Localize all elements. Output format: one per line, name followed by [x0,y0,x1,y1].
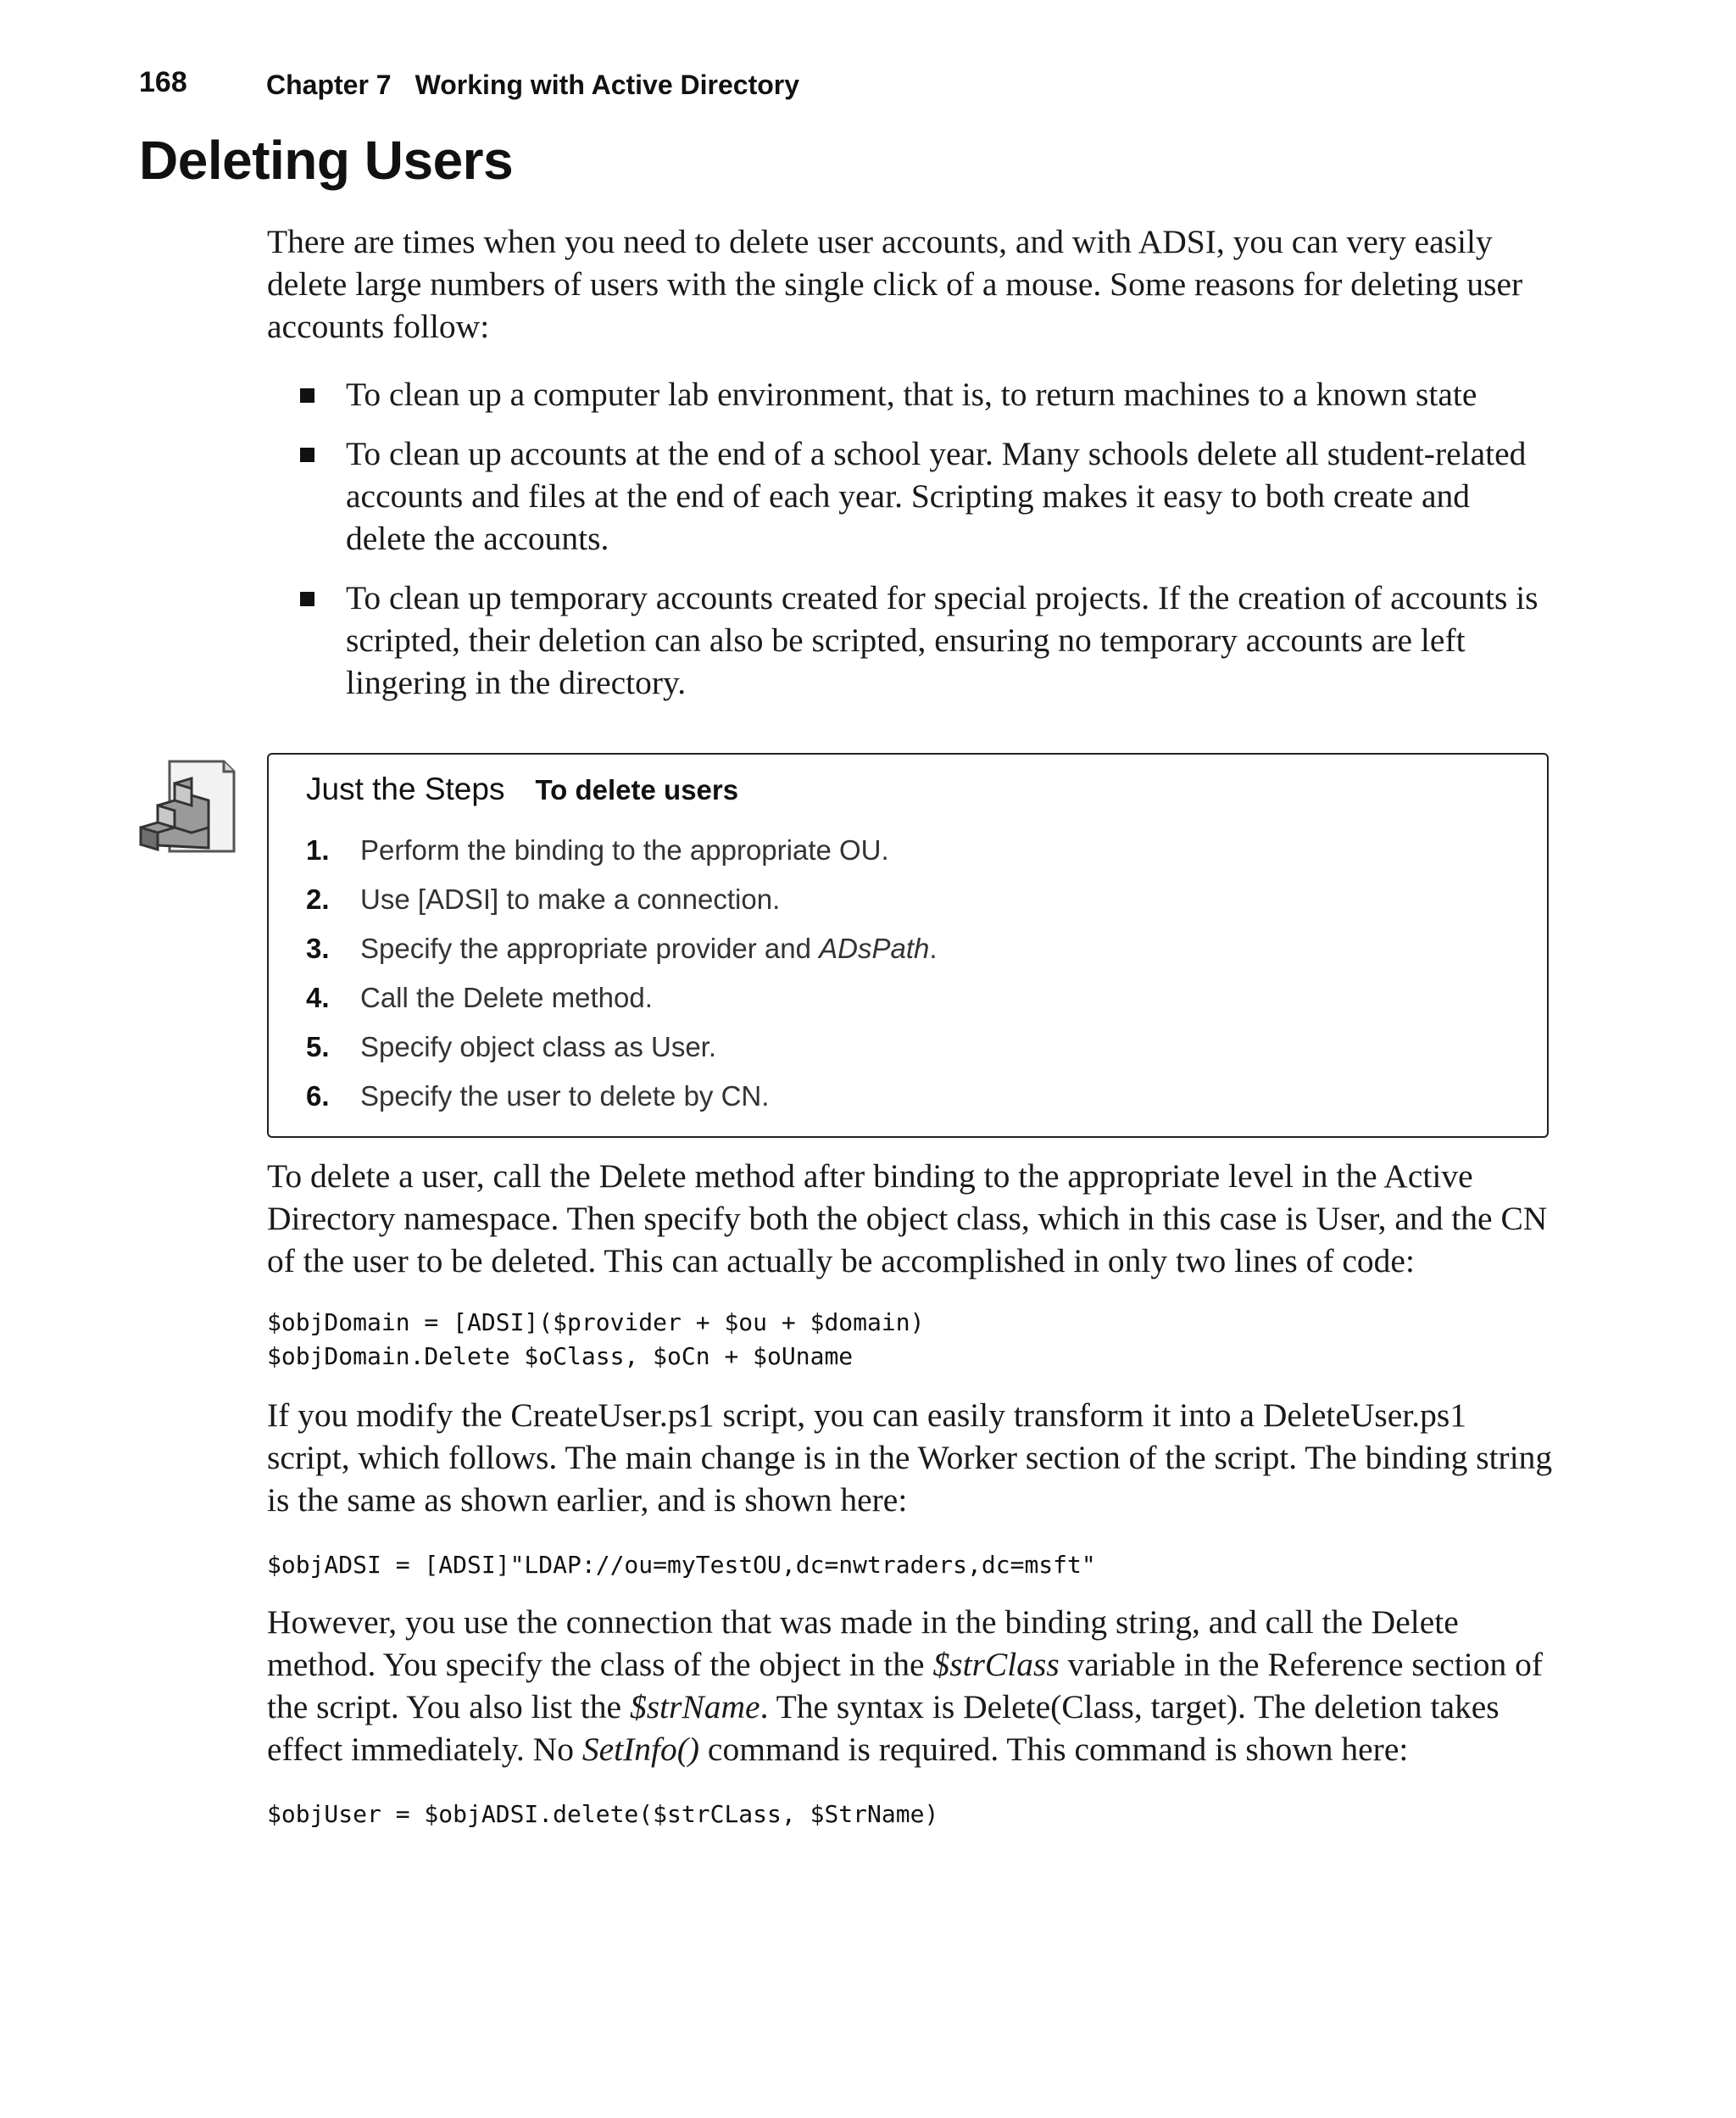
step-text: Call the Delete method. [360,982,653,1013]
steps-label: Just the Steps [306,772,505,806]
setinfo-method: SetInfo() [581,1731,700,1768]
reasons-list [297,373,1555,721]
code-block-binding: $objADSI = [ADSI]"LDAP://ou=myTestOU,dc=nwtraders,dc=msft" [267,1551,1096,1579]
text-run: . The syntax is Delete(Class, target). The deletion takes effect immediately. No [267,1688,1500,1768]
section-title: Deleting Users [139,130,514,191]
step-item [306,1072,938,1121]
steps-list [306,826,938,1121]
bullet-square-icon [300,448,314,462]
list-item [297,577,1555,704]
chapter-heading [266,70,799,101]
step-text: Specify object class as User. [360,1031,717,1062]
text-run: command is required. This command is shown here: [699,1731,1409,1768]
list-item [297,373,1555,415]
stairs-icon [136,756,237,858]
delete-method-paragraph [267,1601,1555,1770]
bullet-text: To clean up accounts at the end of a school year. Many schools delete all student-related accounts and files at the end of each year. Scripting makes it easy to both create and delete the accounts. [346,435,1527,557]
list-item [297,432,1555,560]
step-text: Specify the appropriate provider and [360,933,820,964]
step-number: 3. [306,933,330,964]
variable-strclass: $strClass [932,1646,1060,1683]
step-item [306,924,938,973]
steps-title [306,772,738,807]
step-text: Specify the user to delete by CN. [360,1080,770,1112]
bullet-square-icon [300,388,314,403]
running-header [139,66,800,100]
step-number: 1. [306,834,330,866]
chapter-title: Working with Active Directory [415,70,800,100]
delete-explanation-paragraph: To delete a user, call the Delete method after binding to the appropriate level in the Active Directory namespace. Then specify both the object class, which in this case is User, and the CN of the user to be deleted. This can actually be accomplished in only two lines of code: [267,1157,1548,1279]
intro-paragraph: There are times when you need to delete user accounts, and with ADSI, you can very easily delete large numbers of users with the single click of a mouse. Some reasons for deleting user accounts follow: [267,223,1523,345]
step-number: 2. [306,883,330,915]
step-text-italic: ADsPath [819,933,930,964]
step-number: 6. [306,1080,330,1112]
text-run: However, you use the connection that was made in the binding string, and call the Delete method. You specify the class of the object in the [267,1603,1459,1683]
bullet-text: To clean up a computer lab environment, that is, to return machines to a known state [346,376,1477,413]
variable-strname: $strName [629,1688,760,1725]
bullet-square-icon [300,592,314,606]
text-run: variable in the Reference section of the script. You also list the [267,1646,1544,1725]
steps-heading: To delete users [535,774,739,805]
code-block-delete: $objDomain = [ADSI]($provider + $ou + $domain) $objDomain.Delete $oClass, $oCn + $oUname [267,1308,925,1370]
bullet-text: To clean up temporary accounts created for special projects. If the creation of accounts is scripted, their deletion can also be scripted, ensuring no temporary accounts are left lingering in the directory. [346,579,1538,701]
just-the-steps-box [267,753,1549,1138]
step-item [306,875,938,924]
step-item [306,1023,938,1072]
step-text: Perform the binding to the appropriate OU. [360,834,889,866]
modify-script-paragraph: If you modify the CreateUser.ps1 script, you can easily transform it into a DeleteUser.ps1 script, which follows. The main change is in the Worker section of the script. The binding string is the same as shown earlier, and is shown here: [267,1396,1553,1519]
step-item [306,973,938,1023]
step-number: 4. [306,982,330,1013]
step-number: 5. [306,1031,330,1062]
page-number: 168 [139,66,187,98]
code-block-user-delete: $objUser = $objADSI.delete($strCLass, $StrName) [267,1800,939,1828]
step-text: Use [ADSI] to make a connection. [360,883,781,915]
step-item [306,826,938,875]
chapter-label: Chapter 7 [266,70,392,100]
step-text-end: . [929,933,938,964]
